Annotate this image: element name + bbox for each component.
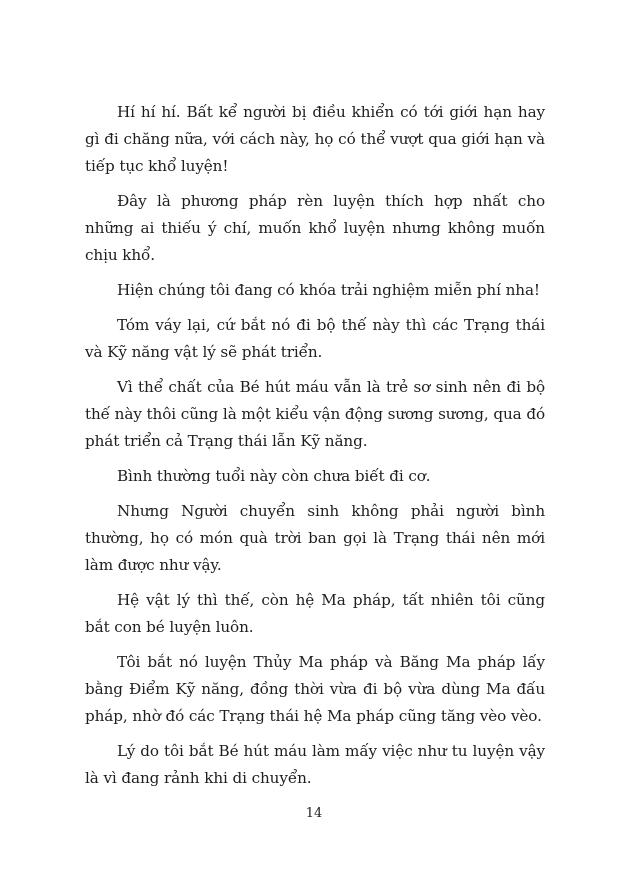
paragraph: Hí hí hí. Bất kể người bị điều khiển có tới giới hạn hay gì đi chăng nữa, với cách này, họ có thể vượt qua giới hạn và tiếp tục khổ luyện! xyxy=(85,103,545,175)
paragraph: Đây là phương pháp rèn luyện thích hợp nhất cho những ai thiếu ý chí, muốn khổ luyện nhưng không muốn chịu khổ. xyxy=(85,192,545,264)
page-number: 14 xyxy=(305,806,323,821)
paragraph: Hệ vật lý thì thế, còn hệ Ma pháp, tất nhiên tôi cũng bắt con bé luyện luôn. xyxy=(85,591,545,636)
paragraph: Nhưng Người chuyển sinh không phải người bình thường, họ có món quà trời ban gọi là Trạng thái nên mới làm được như vậy. xyxy=(85,502,545,574)
paragraph: Tóm váy lại, cứ bắt nó đi bộ thế này thì các Trạng thái và Kỹ năng vật lý sẽ phát triển. xyxy=(85,316,545,361)
paragraph: Hiện chúng tôi đang có khóa trải nghiệm miễn phí nha! xyxy=(117,281,540,299)
body-text xyxy=(85,99,545,800)
paragraph: Vì thể chất của Bé hút máu vẫn là trẻ sơ sinh nên đi bộ thế này thôi cũng là một kiểu vận động sương sương, qua đó phát triển cả Trạng thái lẫn Kỹ năng. xyxy=(85,378,545,450)
paragraph: Lý do tôi bắt Bé hút máu làm mấy việc như tu luyện vậy là vì đang rảnh khi di chuyển. xyxy=(85,742,545,787)
paragraph: Tôi bắt nó luyện Thủy Ma pháp và Băng Ma pháp lấy bằng Điểm Kỹ năng, đồng thời vừa đi bộ vừa dùng Ma đấu pháp, nhờ đó các Trạng thái hệ Ma pháp cũng tăng vèo vèo. xyxy=(85,653,545,725)
paragraph: Bình thường tuổi này còn chưa biết đi cơ. xyxy=(117,467,431,485)
